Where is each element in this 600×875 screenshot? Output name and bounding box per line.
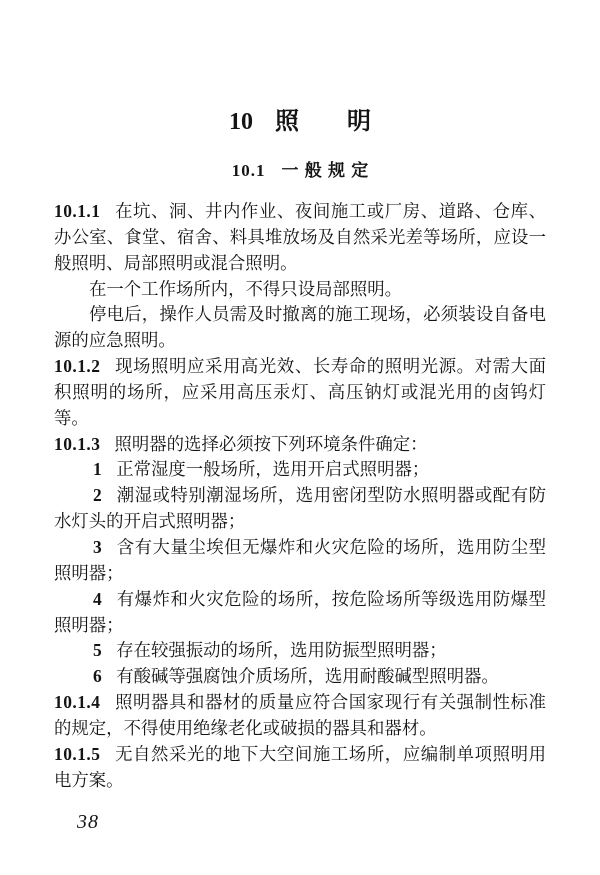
line-text: 存在较强振动的场所，选用防振型照明器； <box>116 640 447 661</box>
line-text: 般照明、局部照明或混合照明。 <box>54 252 298 273</box>
item-number: 3 <box>93 536 103 557</box>
text-line <box>54 742 546 768</box>
chapter-title-char-2: 明 <box>347 109 371 135</box>
clause-number: 10.1.1 <box>54 201 101 221</box>
section-heading <box>0 156 600 181</box>
text-line <box>54 768 546 794</box>
line-text: 照明器； <box>54 562 124 583</box>
text-line <box>54 561 546 587</box>
text-line <box>54 638 546 664</box>
text-line <box>54 432 546 458</box>
text-line <box>54 613 546 639</box>
text-line <box>54 587 546 613</box>
item-number: 1 <box>93 459 103 480</box>
text-line <box>54 251 546 277</box>
line-text: 在一个工作场所内，不得只设局部照明。 <box>89 278 403 299</box>
line-text: 照明器； <box>54 614 124 635</box>
item-number: 6 <box>93 666 103 687</box>
text-line <box>54 380 546 406</box>
text-line <box>54 354 546 380</box>
chapter-title-char-1: 照 <box>275 109 299 135</box>
line-text: 有爆炸和火灾危险的场所，按危险场所等级选用防爆型 <box>116 588 546 609</box>
text-line <box>54 690 546 716</box>
line-text: 照明器具和器材的质量应符合国家现行有关强制性标准 <box>114 692 546 713</box>
text-line <box>54 199 546 225</box>
clause-number: 10.1.3 <box>54 433 101 454</box>
line-text: 无自然采光的地下大空间施工场所，应编制单项照明用 <box>114 743 546 764</box>
text-line <box>54 664 546 690</box>
text-line <box>54 406 546 432</box>
body-text <box>54 199 546 793</box>
line-text: 潮湿或特别潮湿场所，选用密闭型防水照明器或配有防 <box>116 485 546 506</box>
text-line <box>54 225 546 251</box>
section-title: 一 般 规 定 <box>281 161 369 180</box>
line-text: 有酸碱等强腐蚀介质场所，选用耐酸碱型照明器。 <box>116 666 499 687</box>
text-line <box>54 483 546 509</box>
page-number: 38 <box>77 811 99 833</box>
clause-number: 10.1.4 <box>54 692 101 713</box>
line-text: 电方案。 <box>54 769 124 790</box>
item-number: 5 <box>93 640 103 661</box>
text-line <box>54 302 546 328</box>
text-line <box>54 457 546 483</box>
line-text: 停电后，操作人员需及时撤离的施工现场，必须装设自备电 <box>89 304 546 325</box>
chapter-number: 10 <box>229 109 253 135</box>
line-text: 积照明的场所，应采用高压汞灯、高压钠灯或混光用的卤钨灯 <box>54 381 546 402</box>
text-line <box>54 535 546 561</box>
item-number: 4 <box>93 588 103 609</box>
line-text: 等。 <box>54 407 89 428</box>
text-line <box>54 509 546 535</box>
line-text: 含有大量尘埃但无爆炸和火灾危险的场所，选用防尘型 <box>116 536 546 557</box>
chapter-title <box>0 101 600 136</box>
line-text: 的规定，不得使用绝缘老化或破损的器具和器材。 <box>54 717 437 738</box>
clause-number: 10.1.5 <box>54 743 101 764</box>
line-text: 现场照明应采用高光效、长寿命的照明光源。对需大面 <box>114 356 546 377</box>
section-number: 10.1 <box>231 161 266 180</box>
text-line <box>54 277 546 303</box>
line-text: 正常湿度一般场所，选用开启式照明器； <box>116 459 430 480</box>
line-text: 办公室、食堂、宿舍、料具堆放场及自然采光差等场所，应设一 <box>54 226 546 247</box>
line-text: 水灯头的开启式照明器； <box>54 511 246 532</box>
line-text: 源的应急照明。 <box>54 330 176 351</box>
line-text: 在坑、洞、井内作业、夜间施工或厂房、道路、仓库、 <box>114 201 546 221</box>
clause-number: 10.1.2 <box>54 356 101 377</box>
text-line <box>54 716 546 742</box>
line-text: 照明器的选择必须按下列环境条件确定： <box>114 433 428 454</box>
item-number: 2 <box>93 485 103 506</box>
text-line <box>54 328 546 354</box>
